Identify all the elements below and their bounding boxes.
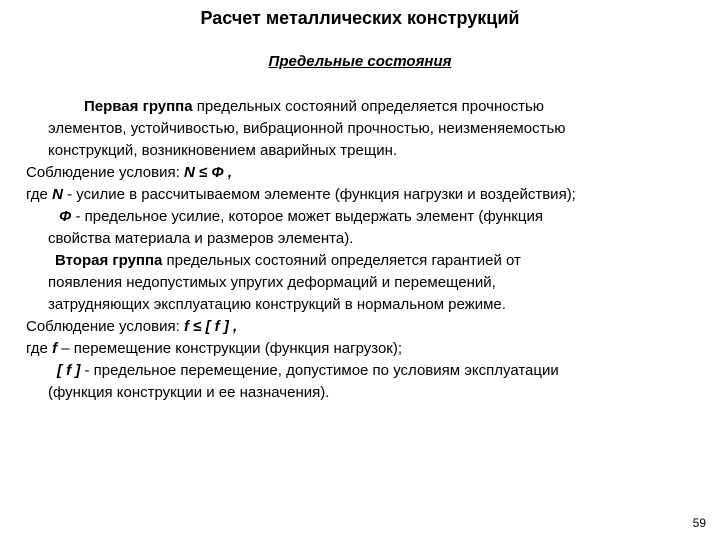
line-text: - усилие в рассчитываемом элементе (функция нагрузки и воздействия); <box>62 186 576 203</box>
text-line <box>26 360 696 382</box>
text-line <box>26 206 696 228</box>
text-line <box>26 338 696 360</box>
formula-second-group: f ≤ [ f ] , <box>183 318 238 335</box>
line-text: предельных состояний определяется гарантией от <box>162 252 521 269</box>
formula-first-group: N ≤ Φ , <box>183 164 233 181</box>
text-line <box>26 316 696 338</box>
body-text <box>26 96 696 404</box>
line-text: где <box>26 340 53 357</box>
text-line <box>26 162 696 184</box>
text-line: конструкций, возникновением аварийных трещин. <box>48 142 398 159</box>
text-line <box>26 184 696 206</box>
term-first-group: Первая группа <box>84 98 193 115</box>
line-text: предельных состояний определяется прочностью <box>192 98 545 115</box>
text-line <box>26 250 696 272</box>
text-line: затрудняющих эксплуатацию конструкций в нормальном режиме. <box>48 296 506 313</box>
line-text: – перемещение конструкции (функция нагрузок); <box>57 340 403 357</box>
symbol-f-limit: [ f ] <box>57 362 81 379</box>
symbol-phi: Φ <box>59 208 72 225</box>
text-line: свойства материала и размеров элемента). <box>48 230 354 247</box>
symbol-n: N <box>52 186 63 203</box>
text-line: появления недопустимых упругих деформаций и перемещений, <box>48 274 496 291</box>
text-line: элементов, устойчивостью, вибрационной прочностью, неизменяемостью <box>48 120 566 137</box>
text-line: (функция конструкции и ее назначения). <box>48 384 330 401</box>
symbol-f: f <box>52 340 58 357</box>
line-text: Соблюдение условия: <box>26 164 184 181</box>
line-text: где <box>26 186 53 203</box>
page-title: Расчет металлических конструкций <box>200 8 520 28</box>
line-text: - предельное перемещение, допустимое по условиям эксплуатации <box>80 362 559 379</box>
line-text: Соблюдение условия: <box>26 318 184 335</box>
page-number: 59 <box>692 516 706 530</box>
section-subtitle: Предельные состояния <box>268 53 452 70</box>
text-line <box>26 96 696 118</box>
line-text: - предельное усилие, которое может выдержать элемент (функция <box>71 208 543 225</box>
term-second-group: Вторая группа <box>55 252 163 269</box>
